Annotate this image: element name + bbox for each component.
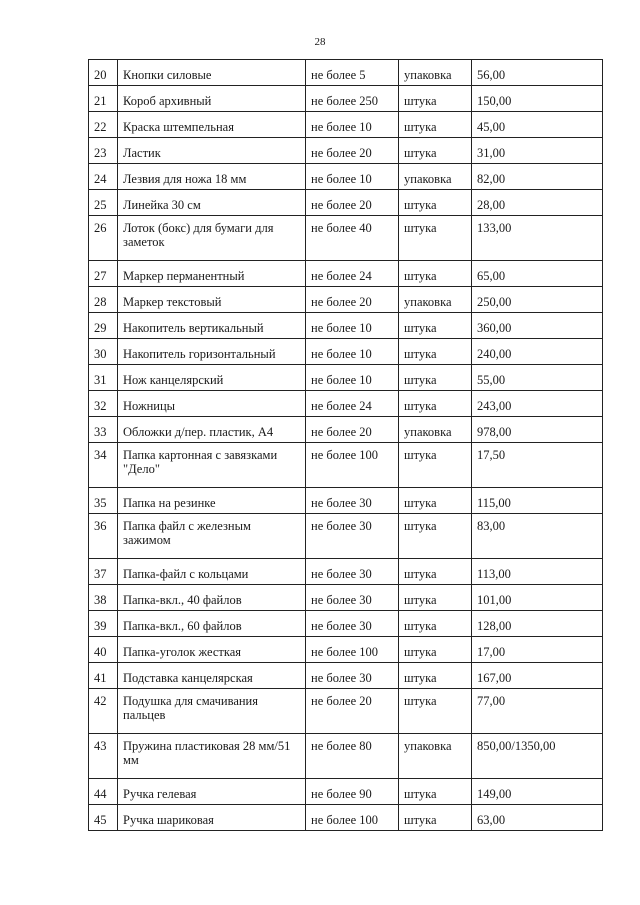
cell-name: Папка-вкл., 40 файлов <box>118 585 306 611</box>
cell-num: 31 <box>89 365 118 391</box>
cell-price: 83,00 <box>472 514 603 559</box>
cell-num: 41 <box>89 663 118 689</box>
cell-unit: штука <box>399 689 472 734</box>
cell-price: 65,00 <box>472 261 603 287</box>
cell-num: 21 <box>89 86 118 112</box>
cell-unit: штука <box>399 585 472 611</box>
cell-limit: не более 30 <box>306 611 399 637</box>
cell-num: 43 <box>89 734 118 779</box>
cell-num: 29 <box>89 313 118 339</box>
cell-unit: штука <box>399 443 472 488</box>
cell-name: Ручка гелевая <box>118 779 306 805</box>
table-row <box>89 339 603 365</box>
cell-num: 25 <box>89 190 118 216</box>
cell-limit: не более 100 <box>306 443 399 488</box>
cell-name: Накопитель вертикальный <box>118 313 306 339</box>
cell-limit: не более 30 <box>306 488 399 514</box>
cell-price: 101,00 <box>472 585 603 611</box>
cell-unit: упаковка <box>399 60 472 86</box>
table-row <box>89 559 603 585</box>
table-row <box>89 216 603 261</box>
cell-limit: не более 30 <box>306 585 399 611</box>
cell-num: 42 <box>89 689 118 734</box>
cell-num: 24 <box>89 164 118 190</box>
cell-num: 36 <box>89 514 118 559</box>
cell-name: Краска штемпельная <box>118 112 306 138</box>
cell-name: Нож канцелярский <box>118 365 306 391</box>
cell-limit: не более 30 <box>306 663 399 689</box>
cell-num: 45 <box>89 805 118 831</box>
supplies-table <box>88 59 603 831</box>
cell-limit: не более 20 <box>306 190 399 216</box>
cell-unit: штука <box>399 86 472 112</box>
table-row <box>89 313 603 339</box>
cell-num: 37 <box>89 559 118 585</box>
cell-limit: не более 20 <box>306 287 399 313</box>
cell-limit: не более 10 <box>306 164 399 190</box>
cell-unit: штука <box>399 112 472 138</box>
cell-name: Папка-уголок жесткая <box>118 637 306 663</box>
cell-limit: не более 10 <box>306 339 399 365</box>
table-row <box>89 805 603 831</box>
table-row <box>89 164 603 190</box>
cell-name: Короб архивный <box>118 86 306 112</box>
table-row <box>89 779 603 805</box>
cell-unit: штука <box>399 663 472 689</box>
cell-price: 150,00 <box>472 86 603 112</box>
cell-limit: не более 30 <box>306 559 399 585</box>
cell-name: Ластик <box>118 138 306 164</box>
cell-limit: не более 20 <box>306 689 399 734</box>
cell-limit: не более 90 <box>306 779 399 805</box>
cell-price: 82,00 <box>472 164 603 190</box>
cell-unit: штука <box>399 261 472 287</box>
table-row <box>89 190 603 216</box>
cell-unit: штука <box>399 138 472 164</box>
cell-unit: упаковка <box>399 417 472 443</box>
cell-unit: штука <box>399 391 472 417</box>
cell-price: 45,00 <box>472 112 603 138</box>
table-row <box>89 112 603 138</box>
cell-limit: не более 80 <box>306 734 399 779</box>
cell-price: 17,00 <box>472 637 603 663</box>
cell-price: 63,00 <box>472 805 603 831</box>
cell-unit: штука <box>399 637 472 663</box>
cell-price: 55,00 <box>472 365 603 391</box>
cell-price: 978,00 <box>472 417 603 443</box>
cell-num: 23 <box>89 138 118 164</box>
cell-limit: не более 10 <box>306 112 399 138</box>
cell-unit: штука <box>399 611 472 637</box>
cell-num: 27 <box>89 261 118 287</box>
cell-price: 240,00 <box>472 339 603 365</box>
cell-name: Пружина пластиковая 28 мм/51 мм <box>118 734 306 779</box>
cell-limit: не более 250 <box>306 86 399 112</box>
cell-unit: штука <box>399 339 472 365</box>
cell-limit: не более 30 <box>306 514 399 559</box>
cell-limit: не более 40 <box>306 216 399 261</box>
cell-price: 113,00 <box>472 559 603 585</box>
table-row <box>89 689 603 734</box>
cell-unit: штука <box>399 779 472 805</box>
table-row <box>89 287 603 313</box>
cell-name: Папка-файл с кольцами <box>118 559 306 585</box>
supplies-table-body <box>89 60 603 831</box>
cell-name: Линейка 30 см <box>118 190 306 216</box>
cell-price: 31,00 <box>472 138 603 164</box>
cell-limit: не более 10 <box>306 313 399 339</box>
table-row <box>89 138 603 164</box>
cell-name: Лезвия для ножа 18 мм <box>118 164 306 190</box>
cell-name: Папка-вкл., 60 файлов <box>118 611 306 637</box>
table-row <box>89 514 603 559</box>
cell-price: 243,00 <box>472 391 603 417</box>
table-row <box>89 261 603 287</box>
cell-name: Маркер текстовый <box>118 287 306 313</box>
cell-limit: не более 20 <box>306 417 399 443</box>
cell-num: 33 <box>89 417 118 443</box>
cell-limit: не более 20 <box>306 138 399 164</box>
cell-price: 167,00 <box>472 663 603 689</box>
cell-price: 77,00 <box>472 689 603 734</box>
cell-name: Подушка для смачивания пальцев <box>118 689 306 734</box>
cell-unit: штука <box>399 514 472 559</box>
cell-unit: упаковка <box>399 734 472 779</box>
cell-unit: упаковка <box>399 164 472 190</box>
cell-name: Кнопки силовые <box>118 60 306 86</box>
table-row <box>89 734 603 779</box>
cell-unit: штука <box>399 190 472 216</box>
cell-price: 17,50 <box>472 443 603 488</box>
table-row <box>89 443 603 488</box>
cell-price: 128,00 <box>472 611 603 637</box>
cell-name: Обложки д/пер. пластик, А4 <box>118 417 306 443</box>
cell-num: 32 <box>89 391 118 417</box>
page-number: 28 <box>314 36 326 48</box>
cell-price: 850,00/1350,00 <box>472 734 603 779</box>
cell-limit: не более 100 <box>306 637 399 663</box>
table-row <box>89 86 603 112</box>
cell-name: Папка файл с железным зажимом <box>118 514 306 559</box>
cell-price: 250,00 <box>472 287 603 313</box>
table-row <box>89 391 603 417</box>
cell-unit: упаковка <box>399 287 472 313</box>
table-row <box>89 365 603 391</box>
cell-limit: не более 10 <box>306 365 399 391</box>
cell-name: Маркер перманентный <box>118 261 306 287</box>
cell-limit: не более 24 <box>306 261 399 287</box>
cell-limit: не более 100 <box>306 805 399 831</box>
table-row <box>89 488 603 514</box>
table-row <box>89 637 603 663</box>
table-row <box>89 611 603 637</box>
cell-price: 360,00 <box>472 313 603 339</box>
cell-num: 20 <box>89 60 118 86</box>
cell-name: Подставка канцелярская <box>118 663 306 689</box>
cell-num: 38 <box>89 585 118 611</box>
cell-name: Ножницы <box>118 391 306 417</box>
table-row <box>89 663 603 689</box>
cell-limit: не более 24 <box>306 391 399 417</box>
cell-name: Папка на резинке <box>118 488 306 514</box>
cell-num: 26 <box>89 216 118 261</box>
table-row <box>89 585 603 611</box>
cell-num: 22 <box>89 112 118 138</box>
cell-num: 28 <box>89 287 118 313</box>
cell-unit: штука <box>399 216 472 261</box>
cell-num: 44 <box>89 779 118 805</box>
cell-name: Ручка шариковая <box>118 805 306 831</box>
cell-num: 34 <box>89 443 118 488</box>
cell-price: 115,00 <box>472 488 603 514</box>
cell-num: 39 <box>89 611 118 637</box>
cell-num: 35 <box>89 488 118 514</box>
cell-unit: штука <box>399 488 472 514</box>
cell-num: 40 <box>89 637 118 663</box>
cell-name: Лоток (бокс) для бумаги для заметок <box>118 216 306 261</box>
cell-price: 149,00 <box>472 779 603 805</box>
cell-unit: штука <box>399 365 472 391</box>
cell-price: 28,00 <box>472 190 603 216</box>
table-row <box>89 60 603 86</box>
cell-num: 30 <box>89 339 118 365</box>
cell-unit: штука <box>399 559 472 585</box>
cell-unit: штука <box>399 313 472 339</box>
cell-unit: штука <box>399 805 472 831</box>
cell-limit: не более 5 <box>306 60 399 86</box>
cell-price: 56,00 <box>472 60 603 86</box>
cell-name: Накопитель горизонтальный <box>118 339 306 365</box>
cell-price: 133,00 <box>472 216 603 261</box>
table-row <box>89 417 603 443</box>
cell-name: Папка картонная с завязками "Дело" <box>118 443 306 488</box>
